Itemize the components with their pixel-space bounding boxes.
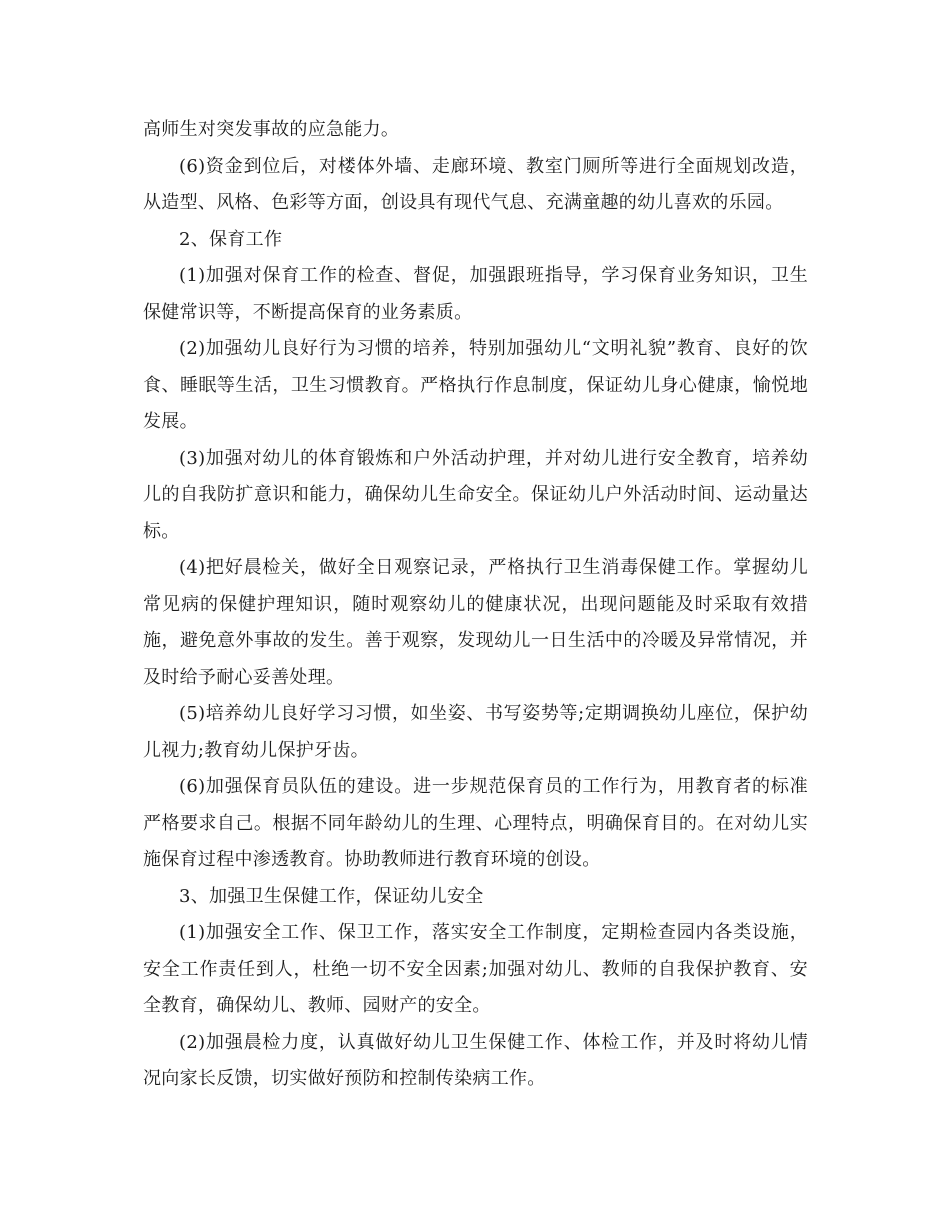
section-heading-3: 3、加强卫生保健工作，保证幼儿安全 [179, 885, 484, 907]
section-heading-2: 2、保育工作 [179, 228, 283, 250]
paragraph-11: (1)加强安全工作、保卫工作，落实安全工作制度，定期检查园内各类设施，安全工作责任到人，杜绝一切不安全因素;加强对幼儿、教师的自我保护教育、安全教育，确保幼儿、教师、园财产的安全。 [143, 922, 808, 1016]
paragraph-2: (6)资金到位后，对楼体外墙、走廊环境、教室门厕所等进行全面规划改造，从造型、风格、色彩等方面，创设具有现代气息、充满童趣的幼儿喜欢的乐园。 [143, 155, 808, 213]
paragraph-5: (2)加强幼儿良好行为习惯的培养，特别加强幼儿“文明礼貌”教育、良好的饮食、睡眠等生活，卫生习惯教育。严格执行作息制度，保证幼儿身心健康，愉悦地发展。 [143, 338, 808, 432]
paragraph-9: (6)加强保育员队伍的建设。进一步规范保育员的工作行为，用教育者的标准严格要求自己。根据不同年龄幼儿的生理、心理特点，明确保育目的。在对幼儿实施保育过程中渗透教育。协助教师进行教育环境的创设。 [143, 776, 808, 870]
paragraph-8: (5)培养幼儿良好学习习惯，如坐姿、书写姿势等;定期调换幼儿座位，保护幼儿视力;教育幼儿保护牙齿。 [143, 703, 808, 761]
paragraph-12: (2)加强晨检力度，认真做好幼儿卫生保健工作、体检工作，并及时将幼儿情况向家长反馈，切实做好预防和控制传染病工作。 [143, 1031, 808, 1089]
paragraph-4: (1)加强对保育工作的检查、督促，加强跟班指导，学习保育业务知识，卫生保健常识等，不断提高保育的业务素质。 [143, 265, 808, 323]
paragraph-7: (4)把好晨检关，做好全日观察记录，严格执行卫生消毒保健工作。掌握幼儿常见病的保健护理知识，随时观察幼儿的健康状况，出现问题能及时采取有效措施，避免意外事故的发生。善于观察，发现幼儿一日生活中的冷暖及异常情况，并及时给予耐心妥善处理。 [143, 557, 808, 688]
paragraph-1: 高师生对突发事故的应急能力。 [143, 119, 400, 140]
document-body [143, 112, 808, 1098]
paragraph-6: (3)加强对幼儿的体育锻炼和户外活动护理，并对幼儿进行安全教育，培养幼儿的自我防扩意识和能力，确保幼儿生命安全。保证幼儿户外活动时间、运动量达标。 [143, 447, 808, 542]
